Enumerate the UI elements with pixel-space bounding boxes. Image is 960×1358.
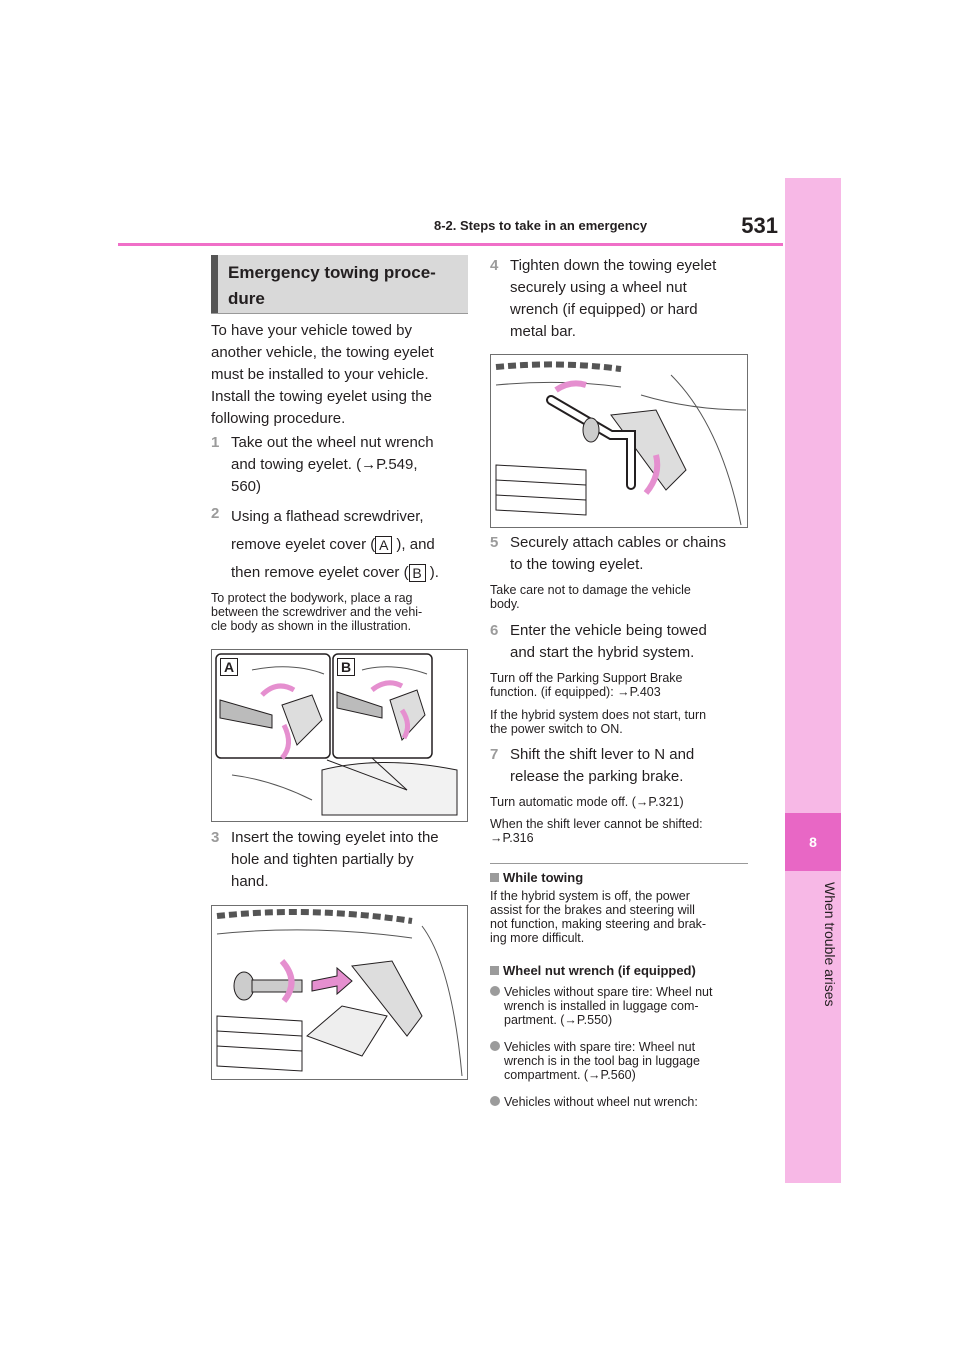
chapter-number: 8	[785, 813, 841, 871]
step-number: 6	[490, 622, 499, 639]
step-line: hole and tighten partially by	[231, 851, 414, 868]
square-bullet-icon	[490, 966, 499, 975]
step-7-note-a	[490, 795, 752, 809]
step-line: Tighten down the towing eyelet	[510, 257, 717, 274]
step-6	[490, 620, 750, 666]
note-line: not function, making steering and brak-	[490, 917, 707, 931]
step-6-note-b	[490, 708, 752, 736]
step-line: to the towing eyelet.	[510, 556, 644, 573]
step-line: release the parking brake.	[510, 768, 684, 785]
step-line: Securely attach cables or chains	[510, 534, 726, 551]
note-line: between the screwdriver and the vehi-	[211, 605, 423, 619]
info-divider	[490, 863, 748, 864]
note-line: →P.316	[490, 831, 534, 845]
note-line: To protect the bodywork, place a rag	[211, 591, 413, 605]
bullet-line: Vehicles without spare tire: Wheel nut	[504, 985, 713, 999]
figure-label-a: A	[220, 658, 238, 676]
intro-line: following procedure.	[211, 410, 346, 427]
section-heading-line-1: Emergency towing proce-	[228, 263, 436, 282]
step-5	[490, 532, 750, 578]
note-line: If the hybrid system is off, the power	[490, 889, 690, 903]
bullet-line: Vehicles without wheel nut wrench:	[504, 1095, 698, 1109]
section-heading	[211, 255, 468, 313]
chapter-title: When trouble arises	[822, 882, 838, 1007]
step-line: and start the hybrid system.	[510, 644, 695, 661]
step-line: wrench (if equipped) or hard	[510, 301, 698, 318]
heading-rule	[211, 313, 468, 314]
step-2-note	[211, 591, 473, 633]
bullet-dot-icon	[490, 986, 500, 996]
wheel-nut-title: Wheel nut wrench (if equipped)	[503, 963, 696, 978]
wheel-nut-bullet-1	[490, 985, 752, 1029]
page-number: 531	[741, 213, 778, 238]
wheel-nut-bullet-2	[490, 1040, 752, 1084]
bullet-line: wrench is in the tool bag in luggage	[504, 1054, 700, 1068]
step-number: 3	[211, 829, 220, 846]
step-number: 2	[211, 505, 220, 522]
step-7	[490, 744, 750, 790]
bullet-line: wrench is installed in luggage com-	[504, 999, 699, 1013]
insert-eyelet-illustration	[211, 905, 468, 1080]
bullet-line: compartment. (→P.560)	[504, 1068, 636, 1082]
while-towing-text	[490, 889, 752, 945]
step-line: securely using a wheel nut	[510, 279, 687, 296]
step-3	[211, 827, 471, 897]
step-number: 1	[211, 434, 220, 451]
while-towing-heading	[490, 870, 583, 885]
intro-paragraph	[211, 320, 471, 430]
note-line: Turn automatic mode off. (→P.321)	[490, 795, 684, 809]
step-1	[211, 432, 471, 502]
step-line: Enter the vehicle being towed	[510, 622, 707, 639]
step-line	[231, 559, 461, 587]
figure-label-b: B	[337, 658, 355, 676]
step-4	[490, 255, 750, 347]
bullet-dot-icon	[490, 1041, 500, 1051]
note-line: Take care not to damage the vehicle	[490, 583, 691, 597]
note-line: the power switch to ON.	[490, 722, 623, 736]
wheel-nut-heading	[490, 963, 696, 978]
wheel-nut-bullet-3	[490, 1095, 752, 1111]
tighten-eyelet-illustration	[490, 354, 748, 528]
callout-box-a: A	[375, 536, 392, 554]
section-title: 8-2. Steps to take in an emergency	[434, 218, 648, 233]
header-rule	[118, 243, 783, 246]
bullet-line: Vehicles with spare tire: Wheel nut	[504, 1040, 696, 1054]
note-line: body.	[490, 597, 520, 611]
step-line	[231, 531, 461, 559]
step-line: Shift the shift lever to N and	[510, 746, 695, 763]
step-7-note-b	[490, 817, 752, 845]
step-2	[211, 503, 471, 585]
step-6-note-a	[490, 671, 752, 699]
note-line: When the shift lever cannot be shifted:	[490, 817, 703, 831]
step-text: ).	[425, 564, 439, 581]
intro-line: must be installed to your vehicle.	[211, 366, 429, 383]
bullet-line: partment. (→P.550)	[504, 1013, 613, 1027]
note-line: assist for the brakes and steering will	[490, 903, 695, 917]
step-line: 560)	[231, 478, 262, 495]
step-text: then remove eyelet cover (	[231, 564, 409, 581]
bullet-dot-icon	[490, 1096, 500, 1106]
step-text: ), and	[392, 536, 435, 553]
step-line: Insert the towing eyelet into the	[231, 829, 439, 846]
while-towing-title: While towing	[503, 870, 584, 885]
section-heading-line-2: dure	[228, 289, 265, 308]
note-line: If the hybrid system does not start, turn	[490, 708, 707, 722]
step-line: Using a flathead screwdriver,	[231, 508, 424, 525]
step-number: 7	[490, 746, 499, 763]
step-line: metal bar.	[510, 323, 576, 340]
step-text: remove eyelet cover (	[231, 536, 376, 553]
eyelet-cover-illustration	[211, 649, 468, 822]
note-line: Turn off the Parking Support Brake	[490, 671, 683, 685]
step-number: 4	[490, 257, 499, 274]
step-line: Take out the wheel nut wrench	[231, 434, 434, 451]
intro-line: Install the towing eyelet using the	[211, 388, 432, 405]
step-number: 5	[490, 534, 499, 551]
note-line: cle body as shown in the illustration.	[211, 619, 412, 633]
step-5-note	[490, 583, 752, 611]
note-line: function. (if equipped): →P.403	[490, 685, 661, 699]
intro-line: another vehicle, the towing eyelet	[211, 344, 434, 361]
step-line: and towing eyelet. (→P.549,	[231, 456, 418, 473]
step-line: hand.	[231, 873, 269, 890]
square-bullet-icon	[490, 873, 499, 882]
intro-line: To have your vehicle towed by	[211, 322, 412, 339]
callout-box-b: B	[409, 564, 426, 582]
note-line: ing more difficult.	[490, 931, 585, 945]
